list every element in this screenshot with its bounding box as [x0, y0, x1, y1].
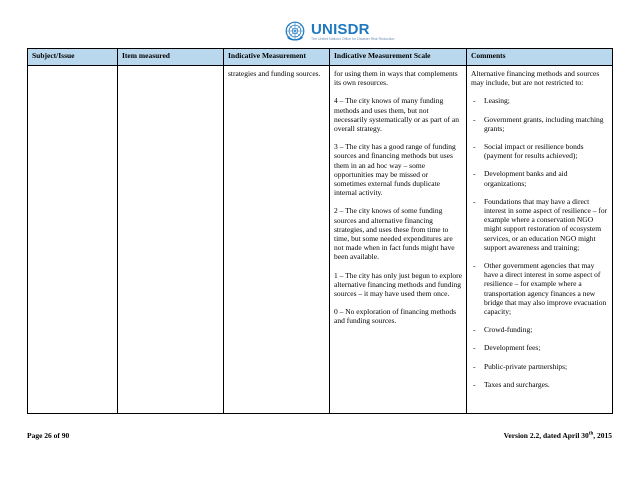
un-emblem-icon	[283, 20, 307, 44]
page-number: Page 26 of 90	[27, 431, 70, 440]
cell-item-measured	[118, 66, 224, 414]
list-item: - Social impact or resilience bonds (payment for results achieved);	[471, 142, 608, 160]
version-info	[504, 431, 612, 440]
logo-wordmark: UNISDR	[311, 21, 370, 39]
comments-list	[471, 96, 608, 389]
scale-paragraph: 3 – The city has a good range of funding sources and financing methods but uses them in an ad hoc way – some opportunities may be missed or sometimes external funds duplicate internal activity.	[334, 142, 456, 198]
list-item: - Development fees;	[471, 343, 608, 352]
scale-paragraph: 0 – No exploration of financing methods and funding sources.	[334, 307, 457, 326]
header-indicative-measurement-scale: Indicative Measurement Scale	[330, 49, 467, 66]
comments-intro: Alternative financing methods and sources may include, but are not restricted to:	[471, 69, 600, 88]
version-suffix: , 2015	[593, 431, 612, 440]
logo-tagline: The United Nations Office for Disaster Risk Reduction	[311, 37, 395, 42]
list-item: - Other government agencies that may have a direct interest in some aspect of resilience – for example where a transportation agency finances a new bridge that may also improve evacuation capacity;	[471, 261, 608, 316]
list-item: - Public-private partnerships;	[471, 362, 608, 371]
table-row	[28, 66, 613, 414]
scale-paragraph: 1 – The city has only just begun to explore alternative financing methods and funding sources – it may have used them once.	[334, 270, 462, 299]
header-item-measured: Item measured	[118, 49, 224, 66]
cell-indicative-measurement: strategies and funding sources.	[224, 66, 330, 414]
scale-paragraph: 2 – The city knows of some funding sources and alternative financing strategies, and uses these from time to time, but some needed expenditures are not made when in fact funds might have been available.	[334, 206, 455, 262]
cell-comments	[467, 66, 613, 414]
list-item: - Taxes and surcharges.	[471, 380, 608, 389]
version-superscript: th	[588, 431, 594, 437]
list-item: - Development banks and aid organizations;	[471, 169, 608, 187]
cell-indicative-measurement-scale	[330, 66, 467, 414]
cell-subject-issue	[28, 66, 118, 414]
scale-paragraph: 4 – The city knows of many funding methods and uses them, but not necessarily systematically or as part of an overall strategy.	[334, 96, 459, 134]
list-item: - Leasing;	[471, 96, 608, 105]
header-indicative-measurement: Indicative Measurement	[224, 49, 330, 66]
header-comments: Comments	[467, 49, 613, 66]
table-header-row	[28, 49, 613, 66]
assessment-table	[27, 48, 613, 414]
version-prefix: Version 2.2, dated April 30	[503, 431, 589, 440]
unisdr-logo	[283, 18, 413, 46]
header-subject-issue: Subject/Issue	[28, 49, 118, 66]
list-item: - Foundations that may have a direct interest in some aspect of resilience – for example where a conservation NGO might support restoration of ecosystem services, or an education NGO might support awareness and training;	[471, 197, 608, 252]
scale-paragraph: for using them in ways that complements its own resources.	[334, 69, 458, 88]
list-item: - Crowd-funding;	[471, 325, 608, 334]
list-item: - Government grants, including matching grants;	[471, 115, 608, 133]
